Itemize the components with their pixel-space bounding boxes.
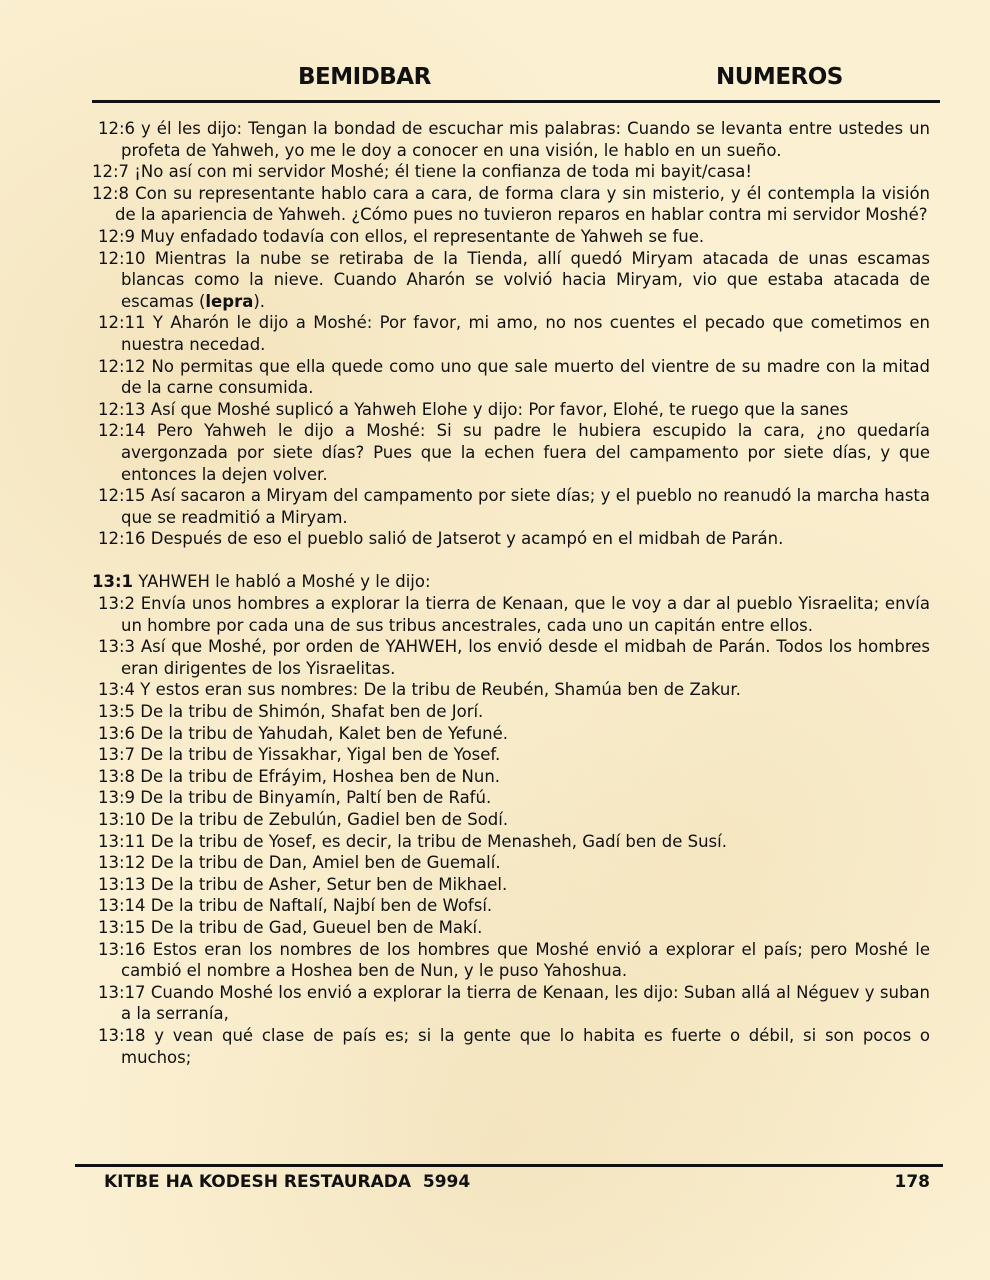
book-title-spanish: NUMEROS [716,64,843,90]
page-body [92,118,930,1068]
verse-13-16: 13:16 Estos eran los nombres de los hombres que Moshé envió a explorar el país; pero Moshé le cambió el nombre a Hoshea ben de Nun, y le puso Yahoshua. [98,939,930,981]
verse-13-5: 13:5 De la tribu de Shimón, Shafat ben de Jorí. [98,702,484,722]
verse-13-8: 13:8 De la tribu de Efráyim, Hoshea ben de Nun. [98,766,501,786]
verse-13-1-text: YAHWEH le habló a Moshé y le dijo: [133,572,431,592]
verse-12-7: 12:7 ¡No así con mi servidor Moshé; él tiene la confianza de toda mi bayit/casa! [92,162,752,182]
verse-13-13: 13:13 De la tribu de Asher, Setur ben de Mikhael. [98,874,508,894]
chapter-13-ref: 13:1 [92,572,134,592]
verse-12-11: 12:11 Y Aharón le dijo a Moshé: Por favor, mi amo, no nos cuentes el pecado que cometimos en nuestra necedad. [98,313,930,354]
verse-13-10: 13:10 De la tribu de Zebulún, Gadiel ben de Sodí. [98,810,509,829]
verse-12-12: 12:12 No permitas que ella quede como uno que sale muerto del vientre de su madre con la mitad de la carne consumida. [98,356,930,398]
verse-13-7: 13:7 De la tribu de Yissakhar, Yigal ben de Yosef. [98,745,501,765]
verse-12-14: 12:14 Pero Yahweh le dijo a Moshé: Si su padre le hubiera escupido la cara, ¿no quedaría avergonzada por siete días? Pues que la echen fuera del campamento por siete días, y que entonces la dejen volver. [98,421,930,484]
verse-12-10-end: ). [253,291,266,311]
verse-13-11: 13:11 De la tribu de Yosef, es decir, la tribu de Menasheh, Gadí ben de Susí. [98,831,727,851]
book-title-hebrew: BEMIDBAR [298,64,431,90]
verse-13-3: 13:3 Así que Moshé, por orden de YAHWEH, los envió desde el midbah de Parán. Todos los hombres eran dirigentes de los Yisraelitas. [98,637,930,678]
verse-12-8: 12:8 Con su representante hablo cara a cara, de forma clara y sin misterio, y él contempla la visión de la apariencia de Yahweh. ¿Cómo pues no tuvieron reparos en hablar contra mi servidor Moshé? [92,183,930,225]
verse-12-6: 12:6 y él les dijo: Tengan la bondad de escuchar mis palabras: Cuando se levanta entre ustedes un profeta de Yahweh, yo me le doy a conocer en una visión, le hablo en un sueño. [98,119,930,160]
verse-12-13: 12:13 Así que Moshé suplicó a Yahweh Elohe y dijo: Por favor, Elohé, te ruego que la sanes [98,399,849,419]
verse-13-14: 13:14 De la tribu de Naftalí, Najbí ben de Wofsí. [98,896,493,916]
verse-13-12: 13:12 De la tribu de Dan, Amiel ben de Guemalí. [98,853,501,873]
verse-13-1 [92,571,930,593]
verse-12-10-bold-word: lepra [205,291,254,311]
verse-12-9: 12:9 Muy enfadado todavía con ellos, el representante de Yahweh se fue. [98,226,705,246]
verse-13-18: 13:18 y vean qué clase de país es; si la gente que lo habita es fuerte o débil, si son pocos o muchos; [98,1025,930,1067]
verse-13-15: 13:15 De la tribu de Gad, Gueuel ben de Makí. [98,917,483,937]
page-number: 178 [894,1172,930,1192]
header-rule [92,100,940,103]
footer-rule [75,1164,943,1167]
page-header [92,60,940,100]
chapter-gap [92,550,930,572]
verse-13-6: 13:6 De la tribu de Yahudah, Kalet ben de Yefuné. [98,723,509,743]
verse-12-10 [92,248,930,313]
verse-13-17: 13:17 Cuando Moshé los envió a explorar la tierra de Kenaan, les dijo: Suban allá al Néguev y suban a la serranía, [98,982,930,1024]
verse-12-10-text: 12:10 Mientras la nube se retiraba de la Tienda, allí quedó Miryam atacada de unas escamas blancas como la nieve. Cuando Aharón se volvió hacia Miryam, vio que estaba atacada de escamas ( [98,248,930,311]
verse-13-9: 13:9 De la tribu de Binyamín, Paltí ben de Rafú. [98,788,492,808]
verse-12-16: 12:16 Después de eso el pueblo salió de Jatserot y acampó en el midbah de Parán. [98,529,784,549]
verse-12-15: 12:15 Así sacaron a Miryam del campamento por siete días; y el pueblo no reanudó la marcha hasta que se readmitió a Miryam. [98,486,930,527]
verse-13-4: 13:4 Y estos eran sus nombres: De la tribu de Reubén, Shamúa ben de Zakur. [98,680,741,700]
verse-13-2: 13:2 Envía unos hombres a explorar la tierra de Kenaan, que le voy a dar al pueblo Yisraelita; envía un hombre por cada una de sus tribus ancestrales, cada uno un capitán entre ellos. [98,594,930,635]
footer-title: KITBE HA KODESH RESTAURADA 5994 [104,1172,471,1192]
